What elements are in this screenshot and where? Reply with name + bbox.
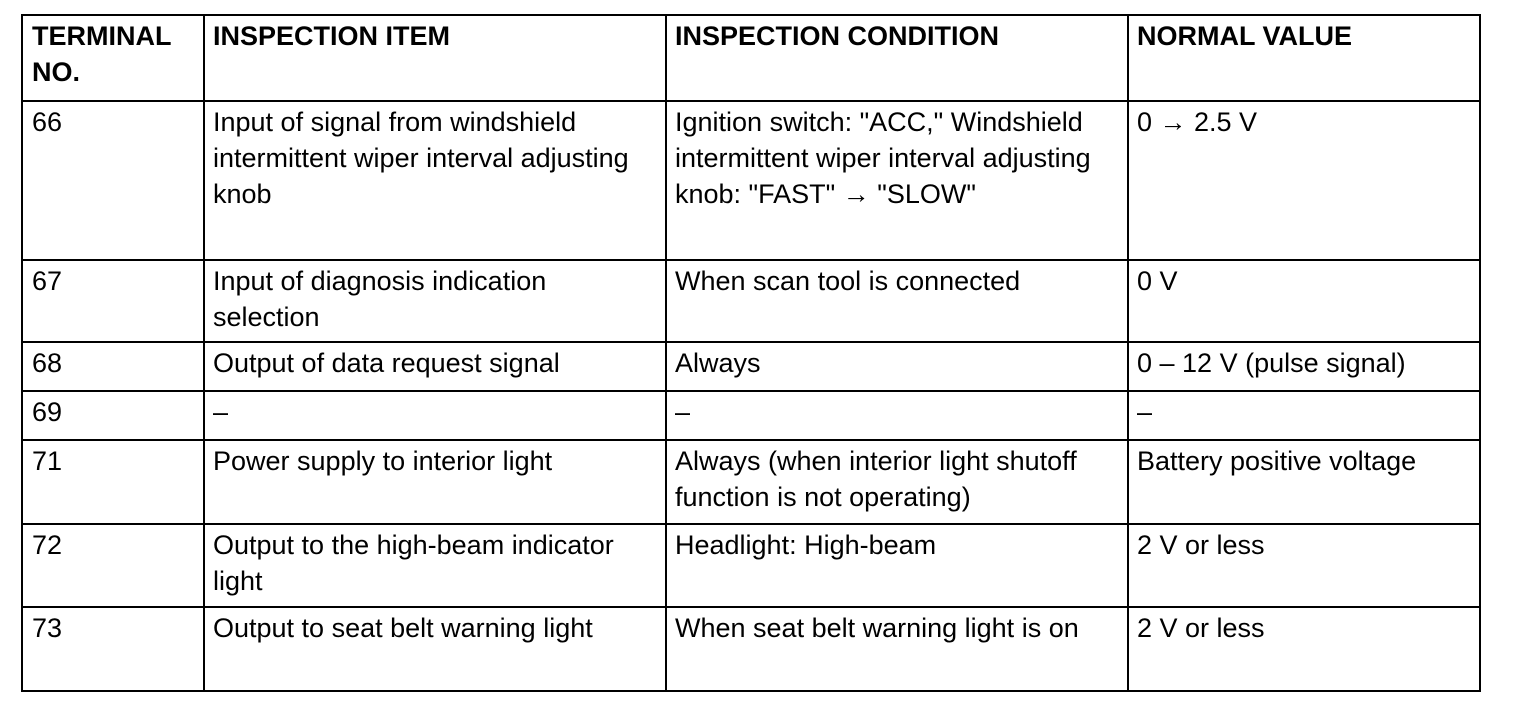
item-cell: Power supply to interior light: [204, 440, 666, 524]
terminal-cell: 66: [22, 101, 204, 260]
item-cell: Input of signal from windshield intermittent wiper interval adjusting knob: [204, 101, 666, 260]
terminal-cell: 71: [22, 440, 204, 524]
table-row: [22, 391, 1480, 440]
condition-cell: When scan tool is connected: [666, 260, 1128, 342]
header-terminal-no: TERMINAL NO.: [22, 15, 204, 101]
table-row: [22, 260, 1480, 342]
value-cell: 0 → 2.5 V: [1128, 101, 1480, 260]
header-normal-value: NORMAL VALUE: [1128, 15, 1480, 101]
table-row: [22, 607, 1480, 691]
terminal-cell: 69: [22, 391, 204, 440]
header-inspection-item: INSPECTION ITEM: [204, 15, 666, 101]
item-cell: Input of diagnosis indication selection: [204, 260, 666, 342]
value-cell: 2 V or less: [1128, 607, 1480, 691]
table-row: [22, 101, 1480, 260]
table-row: [22, 342, 1480, 391]
item-cell: Output to the high-beam indicator light: [204, 524, 666, 607]
condition-cell: Headlight: High-beam: [666, 524, 1128, 607]
value-cell: 2 V or less: [1128, 524, 1480, 607]
terminal-cell: 73: [22, 607, 204, 691]
value-cell: –: [1128, 391, 1480, 440]
value-cell: 0 – 12 V (pulse signal): [1128, 342, 1480, 391]
terminal-cell: 67: [22, 260, 204, 342]
item-cell: –: [204, 391, 666, 440]
table-row: [22, 440, 1480, 524]
terminal-cell: 72: [22, 524, 204, 607]
condition-cell: Ignition switch: "ACC," Windshield intermittent wiper interval adjusting knob: "FAST" → "SLOW": [666, 101, 1128, 260]
inspection-table: [21, 14, 1481, 692]
condition-cell: When seat belt warning light is on: [666, 607, 1128, 691]
table-row: [22, 524, 1480, 607]
condition-cell: Always: [666, 342, 1128, 391]
condition-cell: Always (when interior light shutoff function is not operating): [666, 440, 1128, 524]
table-header-row: [22, 15, 1480, 101]
value-cell: 0 V: [1128, 260, 1480, 342]
terminal-cell: 68: [22, 342, 204, 391]
value-cell: Battery positive voltage: [1128, 440, 1480, 524]
item-cell: Output of data request signal: [204, 342, 666, 391]
header-inspection-condition: INSPECTION CONDITION: [666, 15, 1128, 101]
item-cell: Output to seat belt warning light: [204, 607, 666, 691]
condition-cell: –: [666, 391, 1128, 440]
